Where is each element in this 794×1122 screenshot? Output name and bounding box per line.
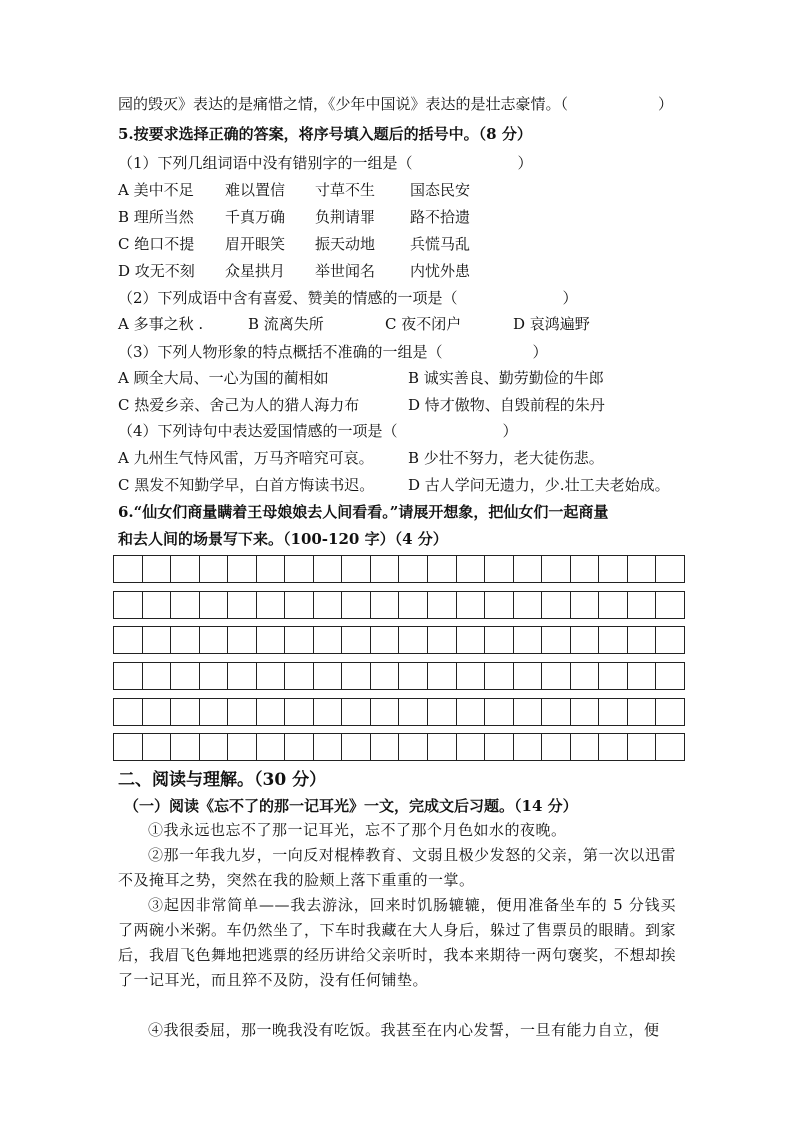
grid-cell[interactable] — [599, 592, 628, 618]
grid-cell[interactable] — [571, 734, 600, 760]
grid-row[interactable] — [113, 662, 685, 690]
grid-cell[interactable] — [371, 592, 400, 618]
grid-cell[interactable] — [514, 663, 543, 689]
grid-cell[interactable] — [571, 699, 600, 725]
grid-cell[interactable] — [143, 734, 172, 760]
grid-cell[interactable] — [514, 627, 543, 653]
grid-cell[interactable] — [628, 663, 657, 689]
grid-cell[interactable] — [599, 663, 628, 689]
grid-cell[interactable] — [143, 627, 172, 653]
grid-cell[interactable] — [428, 734, 457, 760]
q5-2-option-a: A 多事之秋 . — [118, 315, 204, 333]
grid-cell[interactable] — [342, 699, 371, 725]
grid-cell[interactable] — [314, 627, 343, 653]
grid-cell[interactable] — [571, 556, 600, 582]
grid-cell[interactable] — [628, 556, 657, 582]
q5-3-option-b: B 诚实善良、勤劳勤俭的牛郎 — [408, 369, 604, 387]
grid-cell[interactable] — [399, 663, 428, 689]
passage-paragraph-2: ②那一年我九岁，一向反对棍棒教育、文弱且极少发怒的父亲，第一次以迅雷不及掩耳之势，突然在我的脸颊上落下重重的一掌。 — [118, 846, 676, 889]
grid-cell[interactable] — [257, 556, 286, 582]
grid-cell[interactable] — [200, 734, 229, 760]
grid-cell[interactable] — [314, 556, 343, 582]
grid-cell[interactable] — [371, 663, 400, 689]
q5-1-option-c-word1: C 绝口不提 — [118, 235, 195, 253]
grid-cell[interactable] — [628, 592, 657, 618]
grid-row[interactable] — [113, 733, 685, 761]
grid-cell[interactable] — [428, 663, 457, 689]
grid-cell[interactable] — [257, 592, 286, 618]
grid-cell[interactable] — [314, 699, 343, 725]
grid-cell[interactable] — [200, 556, 229, 582]
grid-cell[interactable] — [143, 592, 172, 618]
grid-cell[interactable] — [285, 663, 314, 689]
grid-cell[interactable] — [571, 663, 600, 689]
grid-cell[interactable] — [342, 663, 371, 689]
q5-1-option-b-word2: 千真万确 — [225, 208, 286, 226]
passage-paragraph-4: ④我很委屈，那一晚我没有吃饭。我甚至在内心发誓，一旦有能力自立，便 — [148, 1021, 660, 1039]
grid-cell[interactable] — [228, 699, 257, 725]
grid-cell[interactable] — [114, 592, 143, 618]
q5-1-option-d-word3: 举世闻名 — [315, 262, 376, 280]
grid-cell[interactable] — [599, 627, 628, 653]
grid-cell[interactable] — [457, 627, 486, 653]
grid-cell[interactable] — [485, 556, 514, 582]
grid-cell[interactable] — [285, 627, 314, 653]
grid-cell[interactable] — [485, 592, 514, 618]
grid-cell[interactable] — [228, 627, 257, 653]
q5-1-option-b-word3: 负荆请罪 — [315, 208, 376, 226]
grid-row[interactable] — [113, 698, 685, 726]
grid-cell[interactable] — [171, 663, 200, 689]
grid-cell[interactable] — [285, 699, 314, 725]
grid-cell[interactable] — [399, 627, 428, 653]
grid-cell[interactable] — [371, 734, 400, 760]
q5-1-option-a-word2: 难以置信 — [225, 181, 286, 199]
grid-cell[interactable] — [228, 663, 257, 689]
grid-cell[interactable] — [628, 699, 657, 725]
grid-cell[interactable] — [514, 734, 543, 760]
grid-cell[interactable] — [171, 556, 200, 582]
grid-cell[interactable] — [171, 734, 200, 760]
grid-cell[interactable] — [542, 556, 571, 582]
grid-cell[interactable] — [200, 627, 229, 653]
grid-cell[interactable] — [428, 556, 457, 582]
grid-cell[interactable] — [399, 734, 428, 760]
grid-cell[interactable] — [114, 627, 143, 653]
grid-cell[interactable] — [599, 734, 628, 760]
writing-grid[interactable] — [113, 555, 685, 763]
grid-cell[interactable] — [656, 699, 684, 725]
grid-cell[interactable] — [514, 556, 543, 582]
grid-cell[interactable] — [285, 592, 314, 618]
q5-3-option-a: A 顾全大局、一心为国的蔺相如 — [118, 369, 329, 387]
grid-cell[interactable] — [114, 556, 143, 582]
grid-cell[interactable] — [542, 663, 571, 689]
grid-cell[interactable] — [542, 699, 571, 725]
grid-cell[interactable] — [228, 556, 257, 582]
grid-cell[interactable] — [399, 592, 428, 618]
grid-cell[interactable] — [228, 734, 257, 760]
q5-3-stem: （3）下列人物形象的特点概括不准确的一组是（ ） — [118, 343, 548, 361]
grid-cell[interactable] — [371, 627, 400, 653]
grid-cell[interactable] — [399, 556, 428, 582]
grid-cell[interactable] — [143, 699, 172, 725]
grid-cell[interactable] — [257, 663, 286, 689]
grid-cell[interactable] — [428, 592, 457, 618]
q5-1-option-c-word3: 振天动地 — [315, 235, 376, 253]
grid-cell[interactable] — [428, 699, 457, 725]
grid-cell[interactable] — [285, 556, 314, 582]
grid-cell[interactable] — [656, 592, 684, 618]
q5-1-option-a-word1: A 美中不足 — [118, 181, 194, 199]
grid-cell[interactable] — [228, 592, 257, 618]
grid-cell[interactable] — [371, 556, 400, 582]
grid-cell[interactable] — [257, 627, 286, 653]
grid-cell[interactable] — [171, 592, 200, 618]
q5-1-option-c-word2: 眉开眼笑 — [225, 235, 286, 253]
q5-1-option-d-word2: 众星拱月 — [225, 262, 286, 280]
q5-4-option-d: D 古人学问无遗力，少.壮工夫老始成。 — [408, 476, 670, 494]
grid-cell[interactable] — [571, 592, 600, 618]
grid-cell[interactable] — [485, 734, 514, 760]
grid-cell[interactable] — [114, 699, 143, 725]
grid-cell[interactable] — [143, 663, 172, 689]
grid-cell[interactable] — [656, 734, 684, 760]
q6-prompt-line2: 和去人间的场景写下来。（100-120 字）（4 分） — [118, 530, 448, 548]
grid-cell[interactable] — [114, 734, 143, 760]
q5-2-option-d: D 哀鸿遍野 — [513, 315, 590, 333]
grid-cell[interactable] — [656, 556, 684, 582]
continued-question-line: 园的毁灭》表达的是痛惜之情，《少年中国说》表达的是壮志豪情。（ ） — [118, 95, 674, 113]
grid-row[interactable] — [113, 591, 685, 619]
grid-cell[interactable] — [257, 734, 286, 760]
grid-cell[interactable] — [200, 663, 229, 689]
q5-3-option-c: C 热爱乡亲、舍己为人的猎人海力布 — [118, 396, 360, 414]
section-2-title: 二、阅读与理解。（30 分） — [118, 770, 327, 790]
grid-cell[interactable] — [314, 592, 343, 618]
grid-cell[interactable] — [485, 627, 514, 653]
grid-cell[interactable] — [628, 627, 657, 653]
grid-cell[interactable] — [457, 592, 486, 618]
q5-2-stem: （2）下列成语中含有喜爱、赞美的情感的一项是（ ） — [118, 289, 578, 307]
reading-part1-title: （一）阅读《忘不了的那一记耳光》一文，完成文后习题。（14 分） — [124, 797, 578, 815]
q5-1-option-a-word4: 国态民安 — [410, 181, 471, 199]
grid-cell[interactable] — [599, 699, 628, 725]
grid-cell[interactable] — [457, 556, 486, 582]
grid-cell[interactable] — [143, 556, 172, 582]
q5-3-option-d: D 恃才傲物、自毁前程的朱丹 — [408, 396, 605, 414]
q5-1-option-b-word1: B 理所当然 — [118, 208, 194, 226]
grid-cell[interactable] — [485, 699, 514, 725]
grid-cell[interactable] — [285, 734, 314, 760]
grid-cell[interactable] — [571, 627, 600, 653]
grid-cell[interactable] — [599, 556, 628, 582]
q5-1-option-c-word4: 兵慌马乱 — [410, 235, 471, 253]
grid-cell[interactable] — [628, 734, 657, 760]
grid-cell[interactable] — [342, 627, 371, 653]
grid-cell[interactable] — [457, 699, 486, 725]
grid-cell[interactable] — [514, 699, 543, 725]
grid-cell[interactable] — [114, 663, 143, 689]
grid-cell[interactable] — [200, 699, 229, 725]
q5-1-option-d-word4: 内忧外患 — [410, 262, 471, 280]
q5-1-option-d-word1: D 攻无不刻 — [118, 262, 195, 280]
grid-cell[interactable] — [257, 699, 286, 725]
q5-1-option-a-word3: 寸草不生 — [315, 181, 376, 199]
q5-1-option-b-word4: 路不拾遗 — [410, 208, 471, 226]
q6-prompt-line1: 6.“仙女们商量瞒着王母娘娘去人间看看。”请展开想象，把仙女们一起商量 — [118, 503, 609, 521]
passage-paragraph-3: ③起因非常简单——我去游泳，回来时饥肠辘辘，便用准备坐车的 5 分钱买了两碗小米粥。车仍然坐了，下车时我藏在大人身后，躲过了售票员的眼睛。到家后，我眉飞色舞地把逃票的经历讲给父亲听时，我本来期待一两句褒奖，不想却挨了一记耳光，而且猝不及防，没有任何铺垫。 — [118, 896, 677, 989]
q5-2-option-c: C 夜不闭户 — [385, 315, 462, 333]
q5-4-option-c: C 黑发不知勤学早，白首方悔读书迟。 — [118, 476, 375, 494]
grid-cell[interactable] — [171, 627, 200, 653]
grid-cell[interactable] — [342, 592, 371, 618]
grid-row[interactable] — [113, 626, 685, 654]
grid-cell[interactable] — [656, 627, 684, 653]
grid-cell[interactable] — [171, 699, 200, 725]
q5-title: 5.按要求选择正确的答案，将序号填入题后的括号中。（8 分） — [118, 125, 532, 143]
grid-cell[interactable] — [542, 627, 571, 653]
grid-cell[interactable] — [457, 663, 486, 689]
grid-cell[interactable] — [314, 663, 343, 689]
q5-1-stem: （1）下列几组词语中没有错别字的一组是（ ） — [118, 154, 533, 172]
grid-cell[interactable] — [371, 699, 400, 725]
q5-4-option-a: A 九州生气恃风雷，万马齐喑究可哀。 — [118, 449, 374, 467]
grid-cell[interactable] — [542, 734, 571, 760]
grid-cell[interactable] — [399, 699, 428, 725]
grid-cell[interactable] — [342, 556, 371, 582]
grid-cell[interactable] — [342, 734, 371, 760]
grid-cell[interactable] — [200, 592, 229, 618]
grid-cell[interactable] — [542, 592, 571, 618]
q5-4-option-b: B 少壮不努力，老大徒伤悲。 — [408, 449, 604, 467]
passage-paragraph-1: ①我永远也忘不了那一记耳光，忘不了那个月色如水的夜晚。 — [148, 821, 567, 839]
grid-cell[interactable] — [514, 592, 543, 618]
q5-4-stem: （4）下列诗句中表达爱国情感的一项是（ ） — [118, 422, 518, 440]
grid-cell[interactable] — [485, 663, 514, 689]
grid-cell[interactable] — [428, 627, 457, 653]
grid-row[interactable] — [113, 555, 685, 583]
q5-2-option-b: B 流离失所 — [248, 315, 324, 333]
grid-cell[interactable] — [656, 663, 684, 689]
grid-cell[interactable] — [457, 734, 486, 760]
grid-cell[interactable] — [314, 734, 343, 760]
